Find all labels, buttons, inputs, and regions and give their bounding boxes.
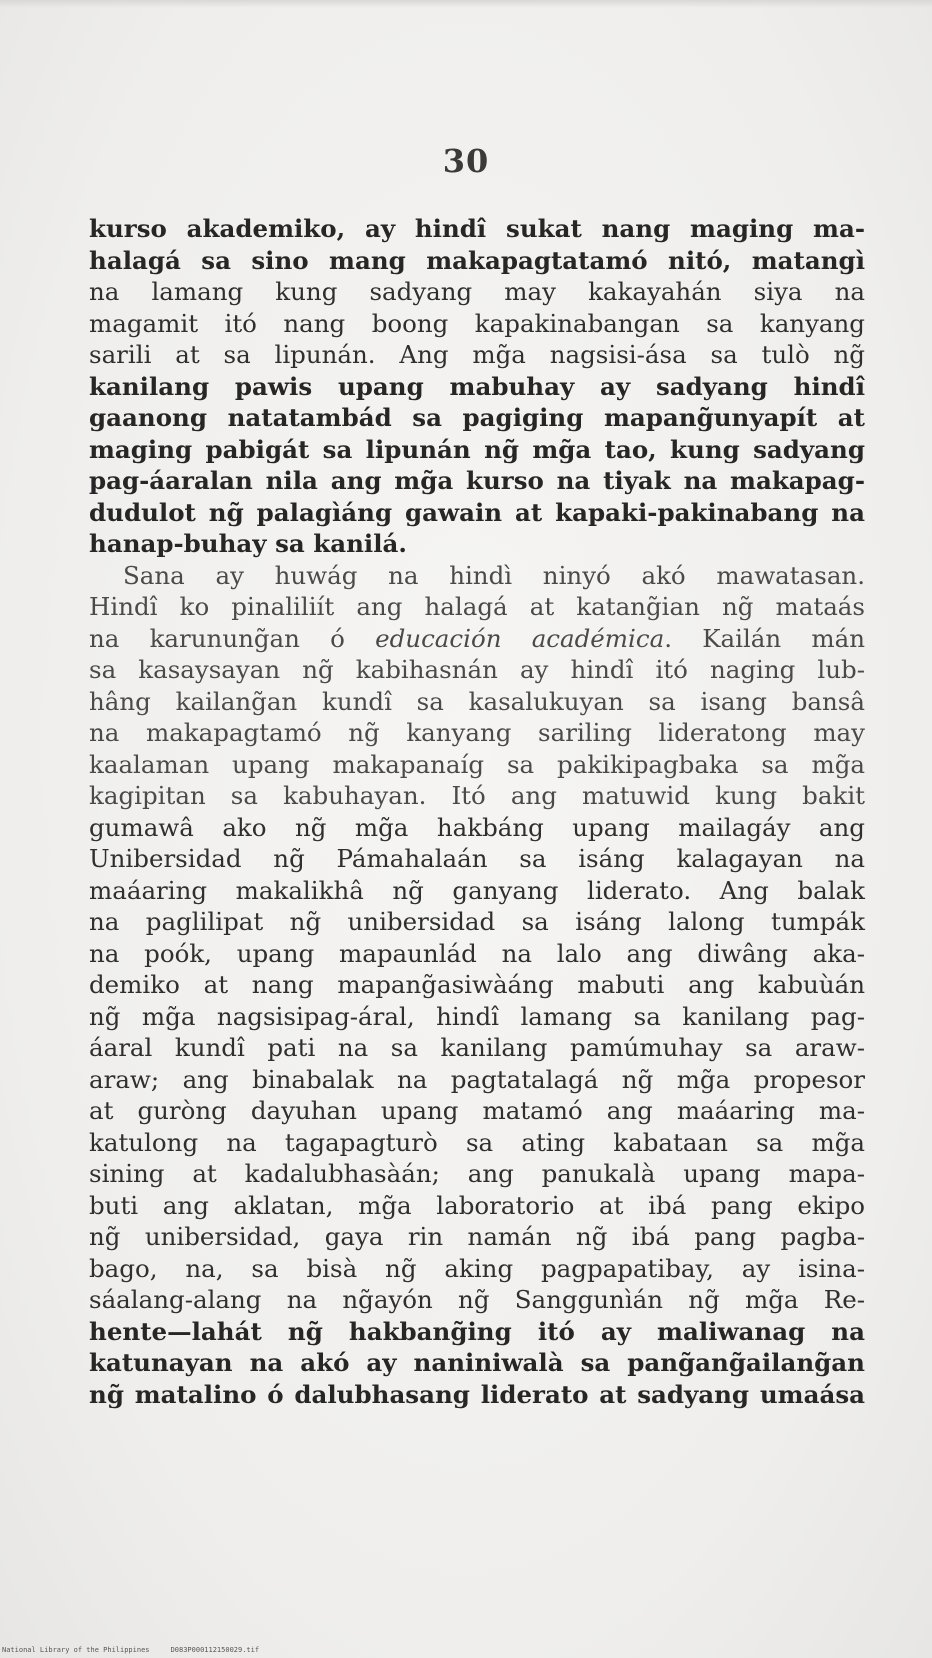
text-line: halagá sa sino mang makapagtatamó nitó, matangì bbox=[89, 245, 865, 275]
text-line: maging pabigát sa lipunán ng̃ mg̃a tao, kung sadyang bbox=[89, 434, 865, 464]
text-line: Hindî ko pinaliliít ang halagá at katang̃ian ng̃ mataás bbox=[89, 592, 865, 621]
text-line: hâng kailang̃an kundî sa kasalukuyan sa isang bansâ bbox=[89, 686, 865, 716]
text-line: sáalang-alang na ng̃ayón ng̃ Sanggunìán ng̃ mg̃a Re- bbox=[89, 1285, 865, 1314]
text-line: ng̃ mg̃a nagsisipag-áral, hindî lamang sa kanilang pag- bbox=[89, 1001, 865, 1031]
text-line: kaalaman upang makapanaíg sa pakikipagbaka sa mg̃a bbox=[89, 749, 865, 779]
text-line: sarili at sa lipunán. Ang mg̃a nagsisi-ása sa tulò ng̃ bbox=[89, 340, 865, 369]
text-line: pag-áaralan nila ang mg̃a kurso na tiyak na makapag- bbox=[89, 466, 865, 495]
text-line: araw; ang binabalak na pagtatalagá ng̃ mg̃a propesor bbox=[89, 1064, 865, 1094]
scan-footer-caption: National Library of the Philippines D083P000112150029.tif bbox=[2, 1646, 260, 1654]
text-line: katunayan na akó ay naniniwalà sa pang̃ang̃ailang̃an bbox=[89, 1348, 865, 1377]
text-line: na poók, upang mapaunlád na lalo ang diwâng aka- bbox=[89, 938, 865, 968]
text-line: sa kasaysayan ng̃ kabihasnán ay hindî itó naging lub- bbox=[89, 655, 865, 684]
text-line: bago, na, sa bisà ng̃ aking pagpapatibay, ay isina- bbox=[89, 1253, 865, 1283]
italic-phrase: educación académica bbox=[375, 623, 665, 653]
text-line: na paglilipat ng̃ unibersidad sa isáng lalong tumpák bbox=[89, 907, 865, 936]
text-line: kanilang pawis upang mabuhay ay sadyang hindî bbox=[89, 371, 865, 401]
text-line: gumawâ ako ng̃ mg̃a hakbáng upang mailagáy ang bbox=[89, 812, 865, 842]
text-line: na lamang kung sadyang may kakayahán siya na bbox=[89, 277, 865, 306]
text-line: kurso akademiko, ay hindî sukat nang maging ma- bbox=[89, 214, 865, 243]
text-line: at guròng dayuhan upang matamó ang maáaring ma- bbox=[89, 1096, 865, 1125]
text-line: gaanong natatambád sa pagiging mapang̃unyapít at bbox=[89, 403, 865, 432]
text-line: hente—lahát ng̃ hakbang̃ing itó ay maliwanag na bbox=[89, 1316, 865, 1346]
text-line: ng̃ matalino ó dalubhasang liderato at sadyang umaása bbox=[89, 1379, 865, 1409]
text-line: Sana ay huwág na hindì ninyó akó mawatasan. bbox=[123, 560, 865, 590]
text-line: na makapagtamó ng̃ kanyang sariling lideratong may bbox=[89, 718, 865, 747]
text-line: ng̃ unibersidad, gaya rin namán ng̃ ibá pang pagba- bbox=[89, 1222, 865, 1251]
text-line: magamit itó nang boong kapakinabangan sa kanyang bbox=[89, 308, 865, 338]
text-line: Unibersidad ng̃ Pámahalaán sa isáng kalagayan na bbox=[89, 844, 865, 873]
text-line: kagipitan sa kabuhayan. Itó ang matuwid kung bakit bbox=[89, 781, 865, 810]
text-line: katulong na tagapagturò sa ating kabataan sa mg̃a bbox=[89, 1127, 865, 1157]
text-line: demiko at nang mapang̃asiwàáng mabuti ang kabuùán bbox=[89, 970, 865, 999]
scan-edge bbox=[0, 0, 932, 8]
page-number: 30 bbox=[442, 142, 490, 180]
text-line: maáaring makalikhâ ng̃ ganyang liderato. Ang balak bbox=[89, 875, 865, 905]
text-line: áaral kundî pati na sa kanilang pamúmuhay sa araw- bbox=[89, 1033, 865, 1062]
text-line: hanap-buhay sa kanilá. bbox=[89, 529, 407, 558]
text-line: buti ang aklatan, mg̃a laboratorio at ibá pang ekipo bbox=[89, 1190, 865, 1220]
text-line: sining at kadalubhasàán; ang panukalà upang mapa- bbox=[89, 1159, 865, 1188]
text-line: dudulot ng̃ palagìáng gawain at kapaki-pakinabang na bbox=[89, 497, 865, 527]
body-text bbox=[89, 213, 865, 1410]
text-line-with-italic: na karunung̃an ó educación académica. Kailán mán bbox=[89, 623, 865, 653]
